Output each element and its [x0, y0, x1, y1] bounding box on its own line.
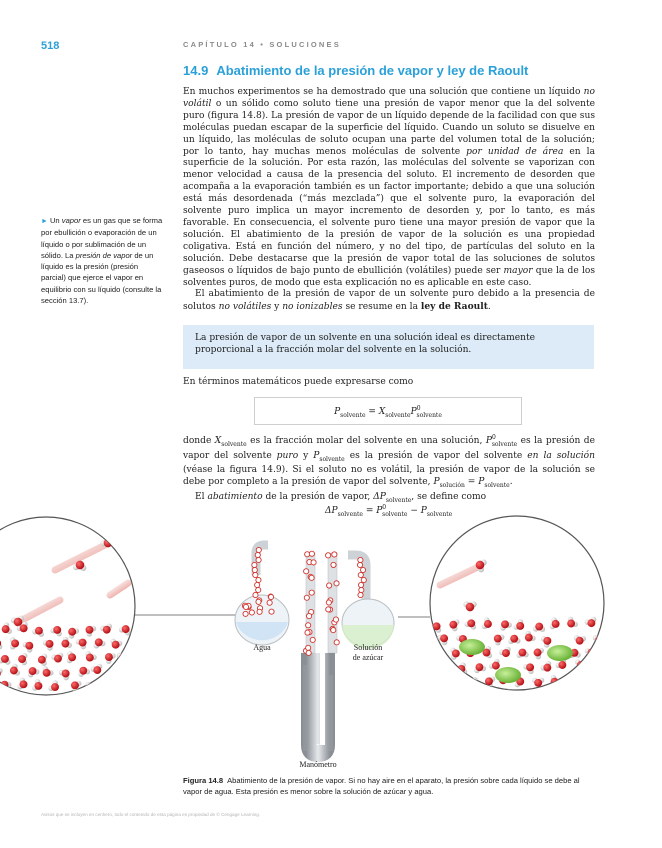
vapor-molecule-dot — [268, 594, 273, 599]
symbol: P — [313, 450, 320, 461]
symbol: P — [410, 407, 417, 417]
vapor-molecule-dot — [304, 569, 309, 574]
operator: = — [464, 477, 479, 488]
footer-notice: Avisos que se incluyen en cenhero, todo el contenido de esta página es propiedad de © Cengage Learning. — [41, 812, 261, 817]
vapor-molecule-dot — [326, 553, 331, 558]
water-molecule — [576, 689, 588, 698]
water-molecule — [451, 676, 462, 687]
vapor-molecule-dot — [255, 552, 260, 557]
water-molecule — [103, 707, 115, 717]
text-run: es la fracción molar del solvente en una solución, — [246, 436, 486, 447]
text-run: (véase la figura 14.9). Si el soluto no es volátil, la presión de vapor de la solución se debe por completo a la presión de vapor del solvente, — [183, 465, 595, 488]
water-molecule — [558, 691, 569, 702]
subscript: solvente — [491, 440, 518, 448]
water-molecule — [127, 665, 137, 677]
math-intro: En términos matemáticos puede expresarse como — [183, 377, 414, 387]
water-molecule — [583, 675, 594, 686]
solution-closeup-view — [430, 516, 604, 702]
vapor-molecule-dot — [257, 609, 262, 614]
vapor-molecule-dot — [361, 577, 366, 582]
symbol: P — [485, 436, 492, 447]
vapor-molecule-dot — [267, 600, 272, 605]
water-molecule — [437, 634, 448, 645]
water-molecule — [490, 688, 500, 700]
label-solution-1: Solución — [353, 643, 383, 652]
text-run: en la superficie de la solución. Por esta razón, las moléculas del solvente se vaporizan con menor velocidad a causa de la presencia del soluto. El incremento de desorden que acompaña a la evaporación también es un factor importante; debido a que una solución está más desordenada (“más mezclada”) que el solvente puro, la evaporación del solvente puro implica un mayor incremento de desorden y, por lo tanto, es más favorable. En consecuencia, el solvente puro tiene una mayor presión de vapor que la solución. El abatimiento de la presión de vapor de la solución es una propiedad coligativa. Está en función del número, y no del tipo, de partículas del soluto en la solución. Debe destacarse que la presión de vapor total de las soluciones de solutos gaseosos o líquidos de bajo punto de ebullición (volátiles) puede ser — [183, 146, 595, 276]
vapor-molecule-dot — [306, 623, 311, 628]
paragraph — [183, 289, 595, 314]
vapor-molecule-dot — [256, 557, 261, 562]
vapor-molecule-dot — [306, 650, 311, 655]
water-molecule — [114, 694, 123, 706]
section-title-text: Abatimiento de la presión de vapor y ley de Raoult — [216, 63, 529, 78]
vapor-molecule-dot — [253, 572, 258, 577]
subscript: solvente — [385, 411, 411, 419]
text-run: El — [195, 492, 208, 503]
water-molecule — [471, 690, 483, 700]
caption-text: Abatimiento de la presión de vapor. Si no hay aire en el aparato, la presión sobre cada líquido se debe al vapor de agua. Esta presión es menor sobre la solución de azúcar y agua. — [183, 776, 580, 797]
symbol: ΔP — [325, 506, 338, 516]
emphasis: no volátil — [183, 87, 595, 109]
label-manometer: Manómetro — [299, 760, 337, 769]
water-molecule — [506, 689, 516, 701]
vapor-molecule-dot — [359, 587, 364, 592]
water-molecule — [565, 676, 577, 686]
vapor-molecule-dot — [306, 645, 311, 650]
vapor-molecule-dot — [309, 551, 314, 556]
vapor-molecule-dot — [256, 587, 261, 592]
vapor-molecule-dot — [310, 637, 315, 642]
vapor-molecule-dot — [357, 562, 362, 567]
section-number: 14.9 — [183, 63, 209, 78]
water-molecule — [9, 693, 19, 705]
subscript: solvente — [319, 455, 345, 463]
water-molecule — [439, 659, 448, 671]
subscript: solvente — [426, 510, 453, 518]
emphasis: no volátiles — [218, 302, 272, 313]
operator: = — [365, 407, 379, 417]
symbol: P — [433, 477, 440, 488]
water-molecule — [433, 678, 444, 689]
figure-14-8 — [0, 515, 662, 771]
subscript: solvente — [385, 496, 412, 504]
water-molecule — [111, 669, 123, 679]
vapor-molecule-dot — [243, 604, 248, 609]
text-run: que la de los solventes puros, de modo que esta explicación no es aplicable en este caso. — [183, 265, 595, 288]
vapor-molecule-dot — [309, 575, 314, 580]
paragraph — [183, 87, 595, 289]
emphasis: abatimiento — [207, 492, 263, 503]
text-run: de la presión de vapor, — [262, 492, 374, 503]
water-molecule — [14, 707, 25, 718]
vapor-molecule-dot — [305, 630, 310, 635]
superscript: 0 — [382, 504, 387, 511]
subscript: solvente — [337, 510, 363, 518]
text-run: . — [509, 477, 513, 488]
sugar-molecule — [459, 639, 485, 655]
symbol: X — [214, 436, 222, 447]
water-closeup-view — [0, 517, 140, 722]
vapor-molecule-dot — [256, 577, 261, 582]
vapor-molecule-dot — [253, 592, 258, 597]
text-run: es la presión de vapor del solvente — [344, 450, 528, 461]
water-molecule — [459, 687, 468, 699]
vapor-molecule-dot — [252, 567, 257, 572]
vapor-molecule-dot — [332, 552, 337, 557]
water-molecule — [0, 693, 2, 703]
vapor-molecule-dot — [358, 572, 363, 577]
vapor-molecule-dot — [255, 582, 260, 587]
water-molecule — [61, 696, 71, 708]
text-run: o un sólido como soluto tiene una presión de vapor menor que la del solvente puro (figura 14.8). La presión de vapor de un líquido depende de la facilidad con que sus moléculas puedan escapar de la superficie del líquido. Cuando un soluto se disuelve en un líquido, las moléculas de soluto ocupan una parte del volumen total de la solución; por lo tanto, hay muchas menos moléculas de solvente — [183, 98, 595, 157]
water-molecule — [438, 689, 450, 699]
vapor-molecule-dot — [252, 562, 257, 567]
symbol: X — [378, 407, 386, 417]
margin-note-text: de un líquido es la presión (presión parcial) que ejerce el vapor en equilibrio con su líquido (consulte la sección 13.7). — [41, 250, 162, 306]
water-molecule — [88, 710, 100, 720]
sugar-molecule — [547, 645, 573, 661]
subscript: solución — [439, 482, 465, 490]
water-molecule — [103, 679, 113, 691]
vapor-molecule-dot — [307, 613, 312, 618]
subscript: solvente — [340, 411, 366, 419]
water-molecule — [129, 694, 140, 705]
text-run: es la presión de vapor del solvente — [183, 436, 595, 461]
text-run: . — [487, 302, 491, 313]
margin-note-emphasis: presión de vapor — [75, 250, 133, 260]
emphasis: en la solución — [527, 450, 595, 461]
emphasis: por unidad de área — [466, 146, 564, 157]
subscript: solvente — [484, 482, 510, 490]
margin-note-text: es un gas que se forma por ebullición o evaporación de un líquido o por sublimación de un sólido. La — [41, 216, 163, 260]
raoult-equation — [255, 405, 521, 419]
vapor-molecule-dot — [331, 627, 336, 632]
vapor-molecule-dot — [333, 617, 338, 622]
water-molecule — [594, 689, 603, 701]
subscript: solvente — [221, 440, 247, 448]
label-solution-2: de azúcar — [352, 653, 384, 662]
vapor-molecule-dot — [256, 599, 261, 604]
water-molecule — [590, 660, 600, 672]
emphasis: mayor — [503, 265, 533, 276]
vapor-molecule-dot — [256, 547, 261, 552]
body-text-top — [183, 87, 595, 314]
symbol: P — [478, 477, 485, 488]
subscript: solvente — [382, 510, 408, 518]
page-number: 518 — [41, 40, 60, 52]
raoult-law-box — [183, 325, 594, 369]
section-title — [183, 63, 528, 78]
water-molecule — [78, 693, 89, 704]
sugar-molecule — [495, 667, 521, 683]
bold-term: ley de Raoult — [420, 301, 488, 313]
raoult-law-text: La presión de vapor de un solvente en una solución ideal es directamente proporcional a la fracción molar del solvente en la solución. — [195, 333, 536, 355]
paragraph — [183, 432, 595, 492]
vapor-molecule-dot — [269, 609, 274, 614]
label-water: Agua — [253, 643, 271, 652]
text-run: y — [271, 302, 283, 313]
vapor-molecule-dot — [360, 567, 365, 572]
water-molecule — [128, 636, 139, 647]
text-run: El abatimiento de la presión de vapor de un solvente puro debido a la presencia de solutos — [183, 289, 595, 313]
water-molecule — [25, 695, 37, 705]
vapor-molecule-dot — [249, 610, 254, 615]
triangle-marker-icon: ► — [41, 218, 48, 225]
vapor-molecule-dot — [327, 583, 332, 588]
vapor-molecule-dot — [326, 600, 331, 605]
operator: − — [407, 506, 421, 516]
water-molecule — [70, 709, 81, 719]
superscript: 0 — [416, 405, 421, 412]
text-run: En muchos experimentos se ha demostrado que una solución que contiene un líquido — [183, 87, 584, 97]
water-molecule — [116, 680, 127, 691]
vapor-molecule-dot — [326, 607, 331, 612]
vapor-molecule-dot — [358, 582, 363, 587]
vapor-molecule-dot — [304, 595, 309, 600]
water-molecule — [43, 695, 54, 705]
symbol: ΔP — [373, 492, 386, 503]
water-molecule — [93, 696, 105, 706]
vapor-molecule-dot — [358, 592, 363, 597]
water-molecule — [117, 652, 129, 661]
symbol: P — [420, 506, 427, 516]
text-run: se resume en la — [342, 302, 421, 313]
vapor-molecule-dot — [334, 640, 339, 645]
water-molecule — [543, 689, 552, 701]
vapor-molecule-dot — [243, 611, 248, 616]
text-run: , se define como — [411, 492, 487, 503]
vapor-molecule-dot — [311, 560, 316, 565]
water-molecule — [118, 710, 128, 722]
emphasis: puro — [276, 450, 299, 461]
text-run: y — [298, 450, 314, 461]
symbol: P — [334, 407, 341, 417]
vapor-molecule-dot — [331, 562, 336, 567]
text-run: donde — [183, 436, 215, 447]
water-molecule — [85, 682, 95, 693]
vapor-molecule-dot — [334, 581, 339, 586]
water-molecule — [35, 711, 47, 721]
margin-note — [41, 215, 165, 306]
margin-note-emphasis: vapor — [61, 216, 81, 225]
emphasis: no ionizables — [282, 302, 343, 313]
figure-caption — [183, 775, 595, 797]
symbol: P — [376, 506, 383, 516]
subscript: solvente — [416, 411, 442, 419]
margin-note-text: Un — [49, 216, 62, 225]
water-molecule — [51, 709, 62, 720]
equation-box — [254, 397, 522, 425]
water-molecule — [2, 709, 13, 720]
caption-label: Figura 14.8 — [183, 776, 224, 785]
body-text-bottom — [183, 432, 595, 507]
running-head: CAPÍTULO 14 • SOLUCIONES — [183, 40, 341, 49]
superscript: 0 — [491, 434, 496, 441]
operator: = — [362, 506, 377, 516]
vapor-molecule-dot — [358, 557, 363, 562]
vapor-molecule-dot — [309, 590, 314, 595]
